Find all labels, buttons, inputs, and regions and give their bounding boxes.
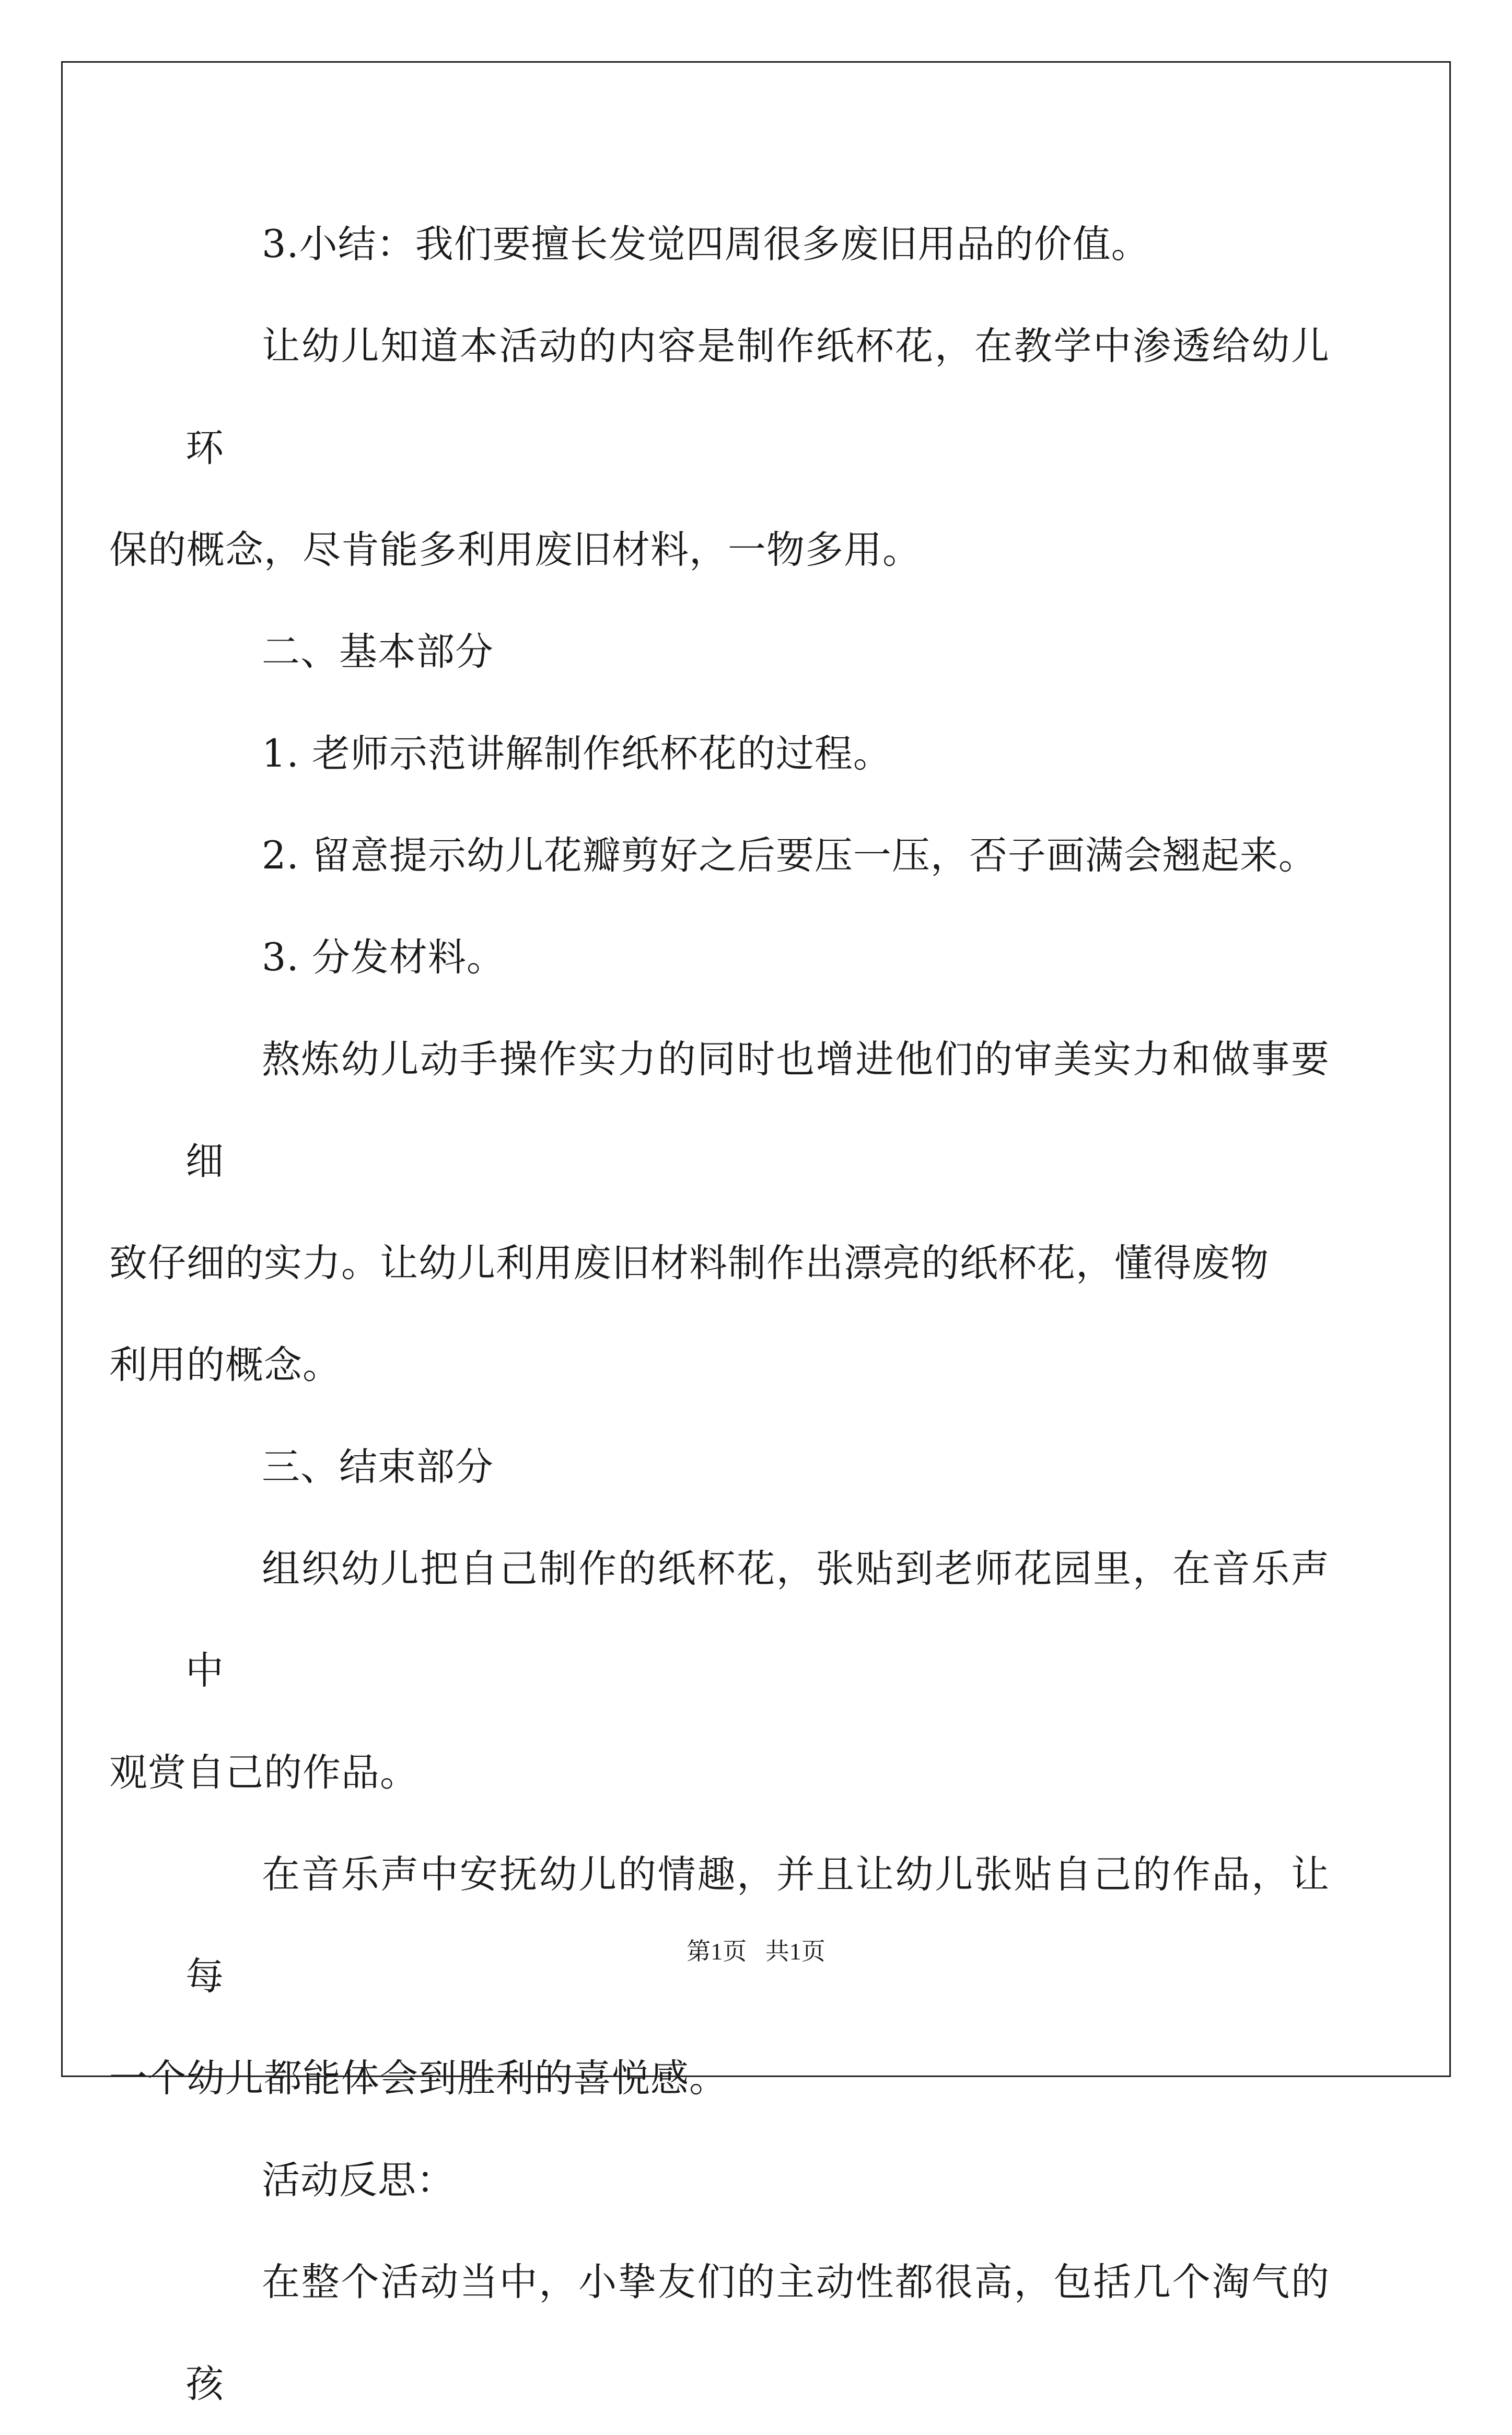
text-line: 观赏自己的作品。	[109, 1750, 418, 1795]
text-line: 2. 留意提示幼儿花瓣剪好之后要压一压，否子画满会翘起来。	[262, 833, 1317, 878]
paragraph-reflection	[185, 2231, 1330, 2435]
text-line: 一个幼儿都能体会到胜利的喜悦感。	[109, 2056, 728, 2101]
paragraph-activity-purpose	[109, 295, 1330, 601]
list-item-1	[185, 703, 1330, 805]
paragraph-organize	[109, 1518, 1330, 1824]
text-line: 保的概念，尽肯能多利用废旧材料，一物多用。	[109, 528, 921, 572]
text-line: 3.小结：我们要擅长发觉四周很多废旧用品的价值。	[262, 222, 1150, 266]
paragraph-summary	[185, 193, 1330, 295]
text-line: 让幼儿知道本活动的内容是制作纸杯花，在教学中渗透给幼儿环	[185, 324, 1330, 470]
text-line: 三、结束部分	[262, 1445, 494, 1489]
text-line: 活动反思：	[262, 2158, 455, 2202]
text-line: 二、基本部分	[262, 630, 494, 674]
text-line: 组织幼儿把自己制作的纸杯花，张贴到老师花园里，在音乐声中	[185, 1547, 1330, 1693]
text-line: 1. 老师示范讲解制作纸杯花的过程。	[262, 732, 892, 776]
text-line: 在音乐声中安抚幼儿的情趣，并且让幼儿张贴自己的作品，让每	[185, 1852, 1330, 1999]
page-number-total: 共1页	[765, 1938, 825, 1965]
paragraph-music	[109, 1824, 1330, 2129]
paragraph-training-goal	[109, 1008, 1330, 1416]
list-item-2	[185, 805, 1330, 907]
text-line: 利用的概念。	[109, 1343, 341, 1387]
list-item-3	[185, 907, 1330, 1008]
text-line: 3. 分发材料。	[262, 935, 505, 980]
page-footer	[0, 1936, 1512, 1967]
text-line: 在整个活动当中，小挚友们的主动性都很高，包括几个淘气的孩	[185, 2260, 1330, 2406]
document-body	[109, 193, 1330, 2435]
section-heading-basic	[185, 601, 1330, 703]
page-number-current: 第1页	[687, 1938, 747, 1965]
text-line: 致仔细的实力。让幼儿利用废旧材料制作出漂亮的纸杯花，懂得废物	[109, 1241, 1269, 1285]
text-line: 熬炼幼儿动手操作实力的同时也增进他们的审美实力和做事要细	[185, 1037, 1330, 1184]
section-heading-reflection	[185, 2129, 1330, 2231]
section-heading-ending	[185, 1416, 1330, 1518]
